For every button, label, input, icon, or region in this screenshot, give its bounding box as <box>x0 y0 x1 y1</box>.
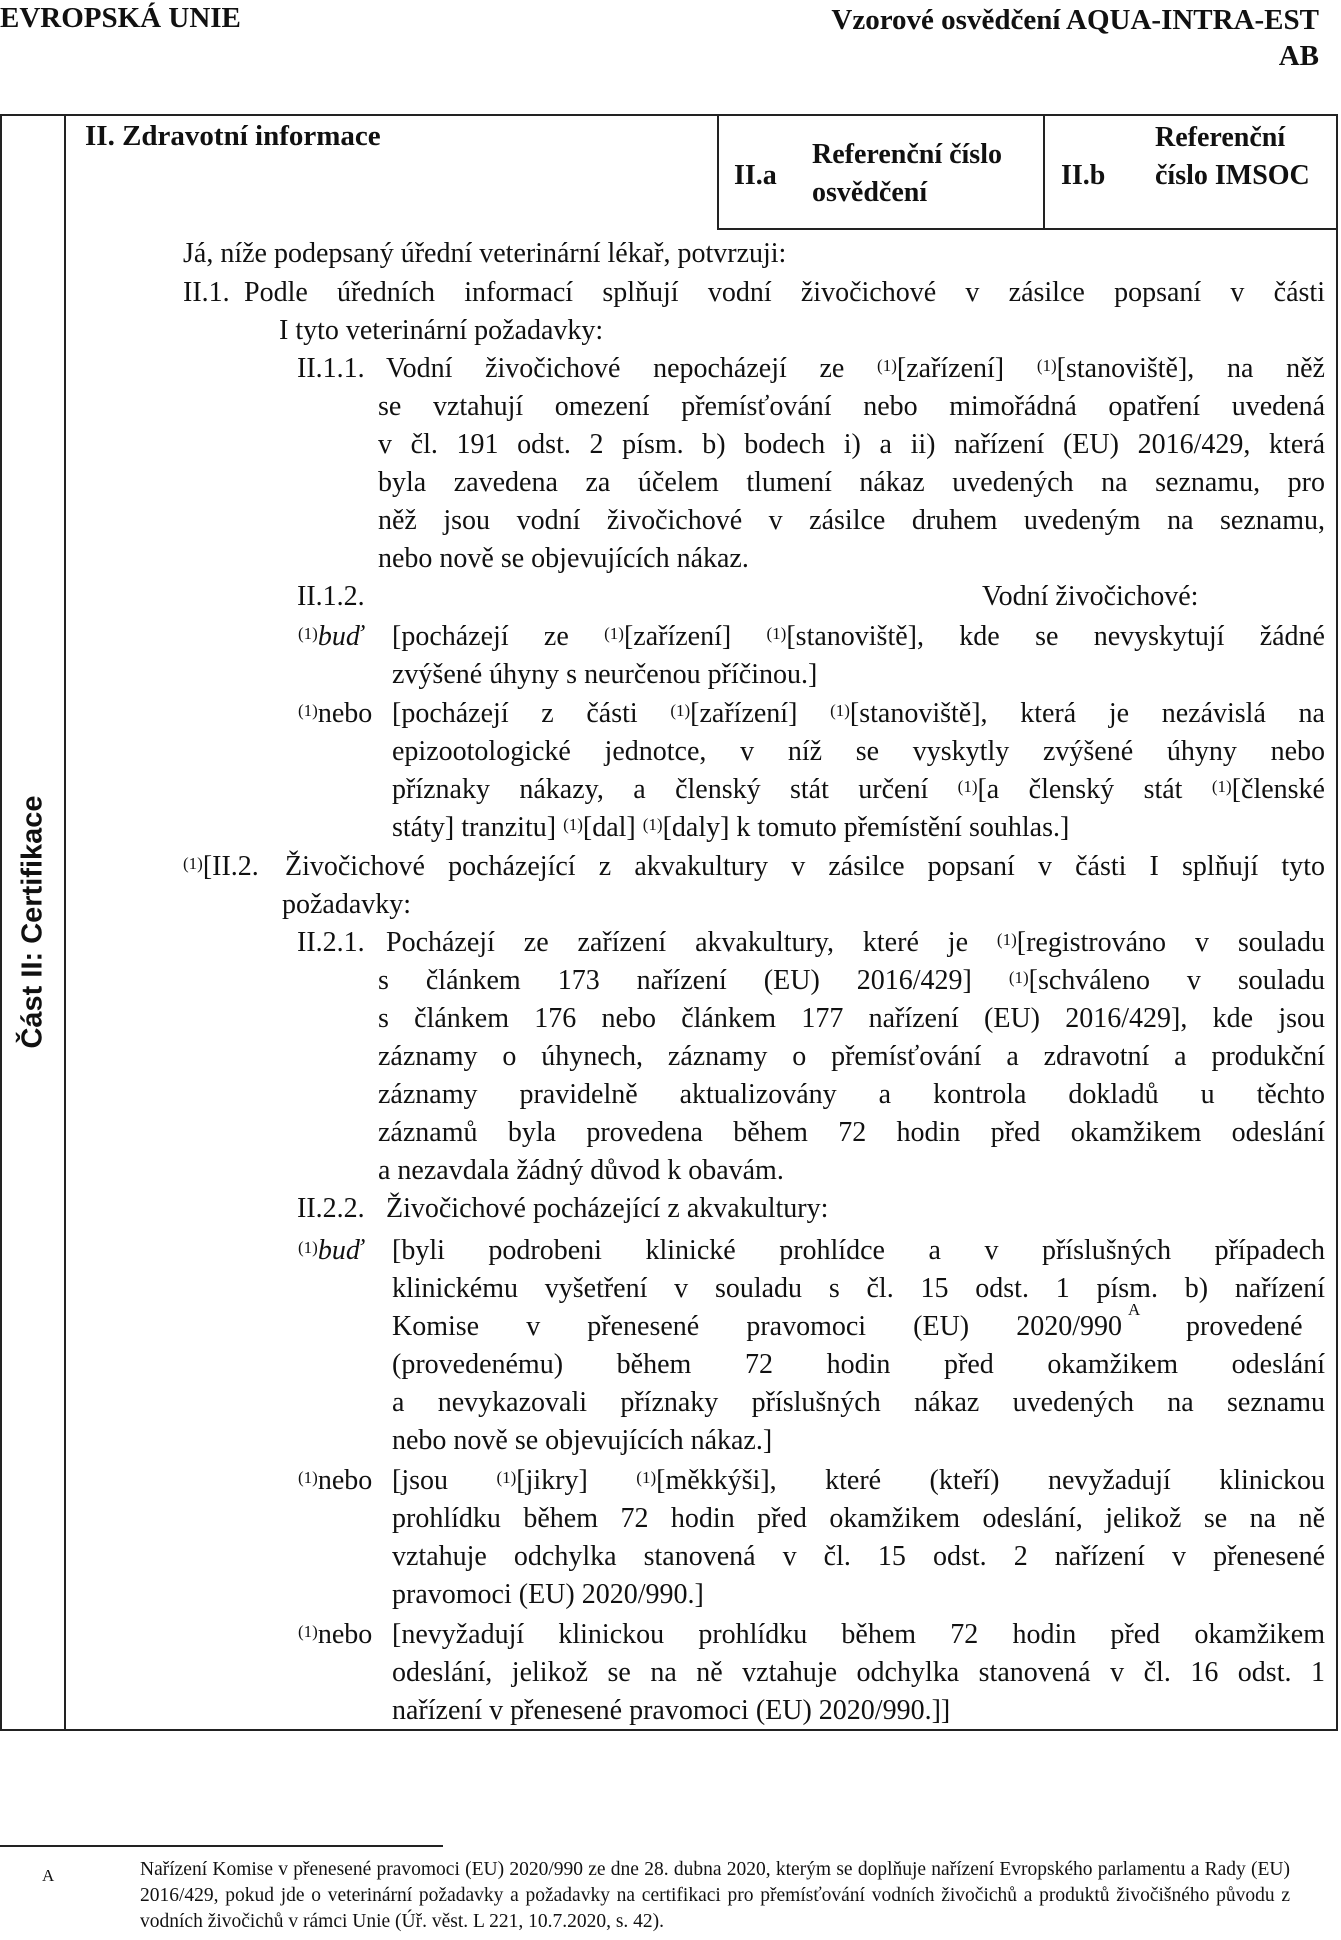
s111-line-1: Vodní živočichové nepocházejí ze $^{(1)}$[zařízení] $^{(1)}$[stanoviště], na něž <box>386 353 1325 384</box>
header-eu: EVROPSKÁ UNIE <box>0 2 241 34</box>
ref-a-label: Referenční číslo osvědčení <box>812 139 1002 208</box>
s111-line-6: nebo nově se objevujících nákaz. <box>378 543 749 574</box>
s222-title: Živočichové pocházející z akvakultury: <box>386 1193 829 1224</box>
opt-e-line-3: nařízení v přenesené pravomoci (EU) 2020/990.]] <box>392 1695 951 1726</box>
ref-b-tag: II.b <box>1061 160 1106 191</box>
s111-number: II.1.1. <box>297 353 365 384</box>
opt-e-line-1: [nevyžadují klinickou prohlídku během 72 hodin před okamžikem <box>392 1619 1325 1650</box>
s1-line-1: Podle úředních informací splňují vodní živočichové v zásilce popsaní v části <box>244 277 1325 308</box>
s221-line-3: s článkem 176 nebo článkem 177 nařízení (EU) 2016/429], kde jsou <box>378 1003 1325 1034</box>
opt-b-line-3: příznaky nákazy, a členský stát určení $^{(1)}$[a členský stát $^{(1)}$[členské <box>392 774 1325 805</box>
opt-c-line-6: nebo nově se objevujících nákaz.] <box>392 1425 773 1456</box>
s221-line-6: záznamů byla provedena během 72 hodin před okamžikem odeslání <box>378 1117 1325 1148</box>
opt-b-line-1: [pocházejí z části $^{(1)}$[zařízení] $^{(1)}$[stanoviště], která je nezávislá na <box>392 698 1325 729</box>
s2-line-2: požadavky: <box>282 889 412 920</box>
footnote-mark: A <box>42 1866 55 1885</box>
header-model-certificate: Vzorové osvědčení AQUA-INTRA-EST AB <box>831 4 1319 72</box>
opt-d-line-3: vztahuje odchylka stanovená v čl. 15 odst. 2 nařízení v přenesené <box>392 1541 1325 1572</box>
s112-title: Vodní živočichové: <box>982 581 1199 612</box>
s222-number: II.2.2. <box>297 1193 365 1224</box>
s2-line-1: Živočichové pocházející z akvakultury v zásilce popsaní v části I splňují tyto <box>285 851 1325 882</box>
s221-line-2: s článkem 173 nařízení (EU) 2016/429] $^{(1)}$[schváleno v souladu <box>378 965 1325 996</box>
section-title: II. Zdravotní informace <box>85 120 381 152</box>
opt-d-line-1: [jsou $^{(1)}$[jikry] $^{(1)}$[měkkýši], které (kteří) nevyžadují klinickou <box>392 1465 1326 1496</box>
s111-line-5: něž jsou vodní živočichové v zásilce druhem uvedeným na seznamu, <box>378 505 1325 536</box>
s221-line-1: Pocházejí ze zařízení akvakultury, které je $^{(1)}$[registrováno v souladu <box>386 927 1325 958</box>
opt-b-line-2: epizootologické jednotce, v níž se vyskytly zvýšené úhyny nebo <box>392 736 1325 767</box>
s111-line-2: se vztahují omezení přemísťování nebo mimořádná opatření uvedená <box>378 391 1325 422</box>
opt-d-line-4: pravomoci (EU) 2020/990.] <box>392 1579 704 1610</box>
opt-e-line-2: odeslání, jelikož se na ně vztahuje odchylka stanovená v čl. 16 odst. 1 <box>392 1657 1325 1688</box>
footnote-rule <box>0 1845 443 1847</box>
footnote-ref-a: A <box>1128 1300 1141 1319</box>
s111-line-4: byla zavedena za účelem tlumení nákaz uvedených na seznamu, pro <box>378 467 1325 498</box>
opt-e-selector: $^{(1)}$nebo <box>298 1619 373 1650</box>
opt-c-selector: $^{(1)}$buď <box>298 1235 363 1266</box>
s1-number: II.1. <box>183 277 230 308</box>
s2-number: $^{(1)}$[II.2. <box>183 851 259 882</box>
reference-divider <box>1043 114 1045 230</box>
s112-number: II.1.2. <box>297 581 365 612</box>
opt-a-line-2: zvýšené úhyny s neurčenou příčinou.] <box>392 659 818 690</box>
side-label: Část II: Certifikace <box>16 795 49 1049</box>
s221-line-7: a nezavdala žádný důvod k obavám. <box>378 1155 784 1186</box>
s111-line-3: v čl. 191 odst. 2 písm. b) bodech i) a ii) nařízení (EU) 2016/429, která <box>378 429 1325 460</box>
opt-c-line-3b: provedené <box>1186 1311 1303 1342</box>
intro-text: Já, níže podepsaný úřední veterinární lékař, potvrzuji: <box>183 238 787 269</box>
opt-b-selector: $^{(1)}$nebo <box>298 698 373 729</box>
opt-a-selector: $^{(1)}$buď <box>298 621 363 652</box>
footnote-text: Nařízení Komise v přenesené pravomoci (EU) 2020/990 ze dne 28. dubna 2020, kterým se doplňuje nařízení Evropského parlamentu a Rady (EU) 2016/429, pokud jde o veterinární požadavky a požadavky na certifikaci pro přemísťování vodních živočichů a produktů živočišného původu z vodních živočichů v rámci Unie (Úř. věst. L 221, 10.7.2020, s. 42). <box>140 1859 1290 1932</box>
ref-a-tag: II.a <box>734 160 777 191</box>
s221-line-5: záznamy pravidelně aktualizovány a kontrola dokladů u těchto <box>378 1079 1325 1110</box>
opt-c-line-3: Komise v přenesené pravomoci (EU) 2020/990 <box>392 1311 1122 1342</box>
opt-d-selector: $^{(1)}$nebo <box>298 1465 373 1496</box>
opt-c-line-5: a nevykazovali příznaky příslušných nákaz uvedených na seznamu <box>392 1387 1325 1418</box>
opt-a-line-1: [pocházejí ze $^{(1)}$[zařízení] $^{(1)}$[stanoviště], kde se nevyskytují žádné <box>392 621 1325 652</box>
s1-line-2: I tyto veterinární požadavky: <box>279 315 604 346</box>
opt-d-line-2: prohlídku během 72 hodin před okamžikem odeslání, jelikož se na ně <box>392 1503 1325 1534</box>
s221-number: II.2.1. <box>297 927 365 958</box>
opt-c-line-4: (provedenému) během 72 hodin před okamžikem odeslání <box>392 1349 1325 1380</box>
s221-line-4: záznamy o úhynech, záznamy o přemísťování a zdravotní a produkční <box>378 1041 1325 1072</box>
opt-c-line-1: [byli podrobeni klinické prohlídce a v příslušných případech <box>392 1235 1325 1266</box>
ref-b-label: Referenční číslo IMSOC <box>1155 122 1310 191</box>
opt-b-line-4: státy] tranzitu] $^{(1)}$[dal] $^{(1)}$[daly] k tomuto přemístění souhlas.] <box>392 812 1070 843</box>
opt-c-line-2: klinickému vyšetření v souladu s čl. 15 odst. 1 písm. b) nařízení <box>392 1273 1325 1304</box>
